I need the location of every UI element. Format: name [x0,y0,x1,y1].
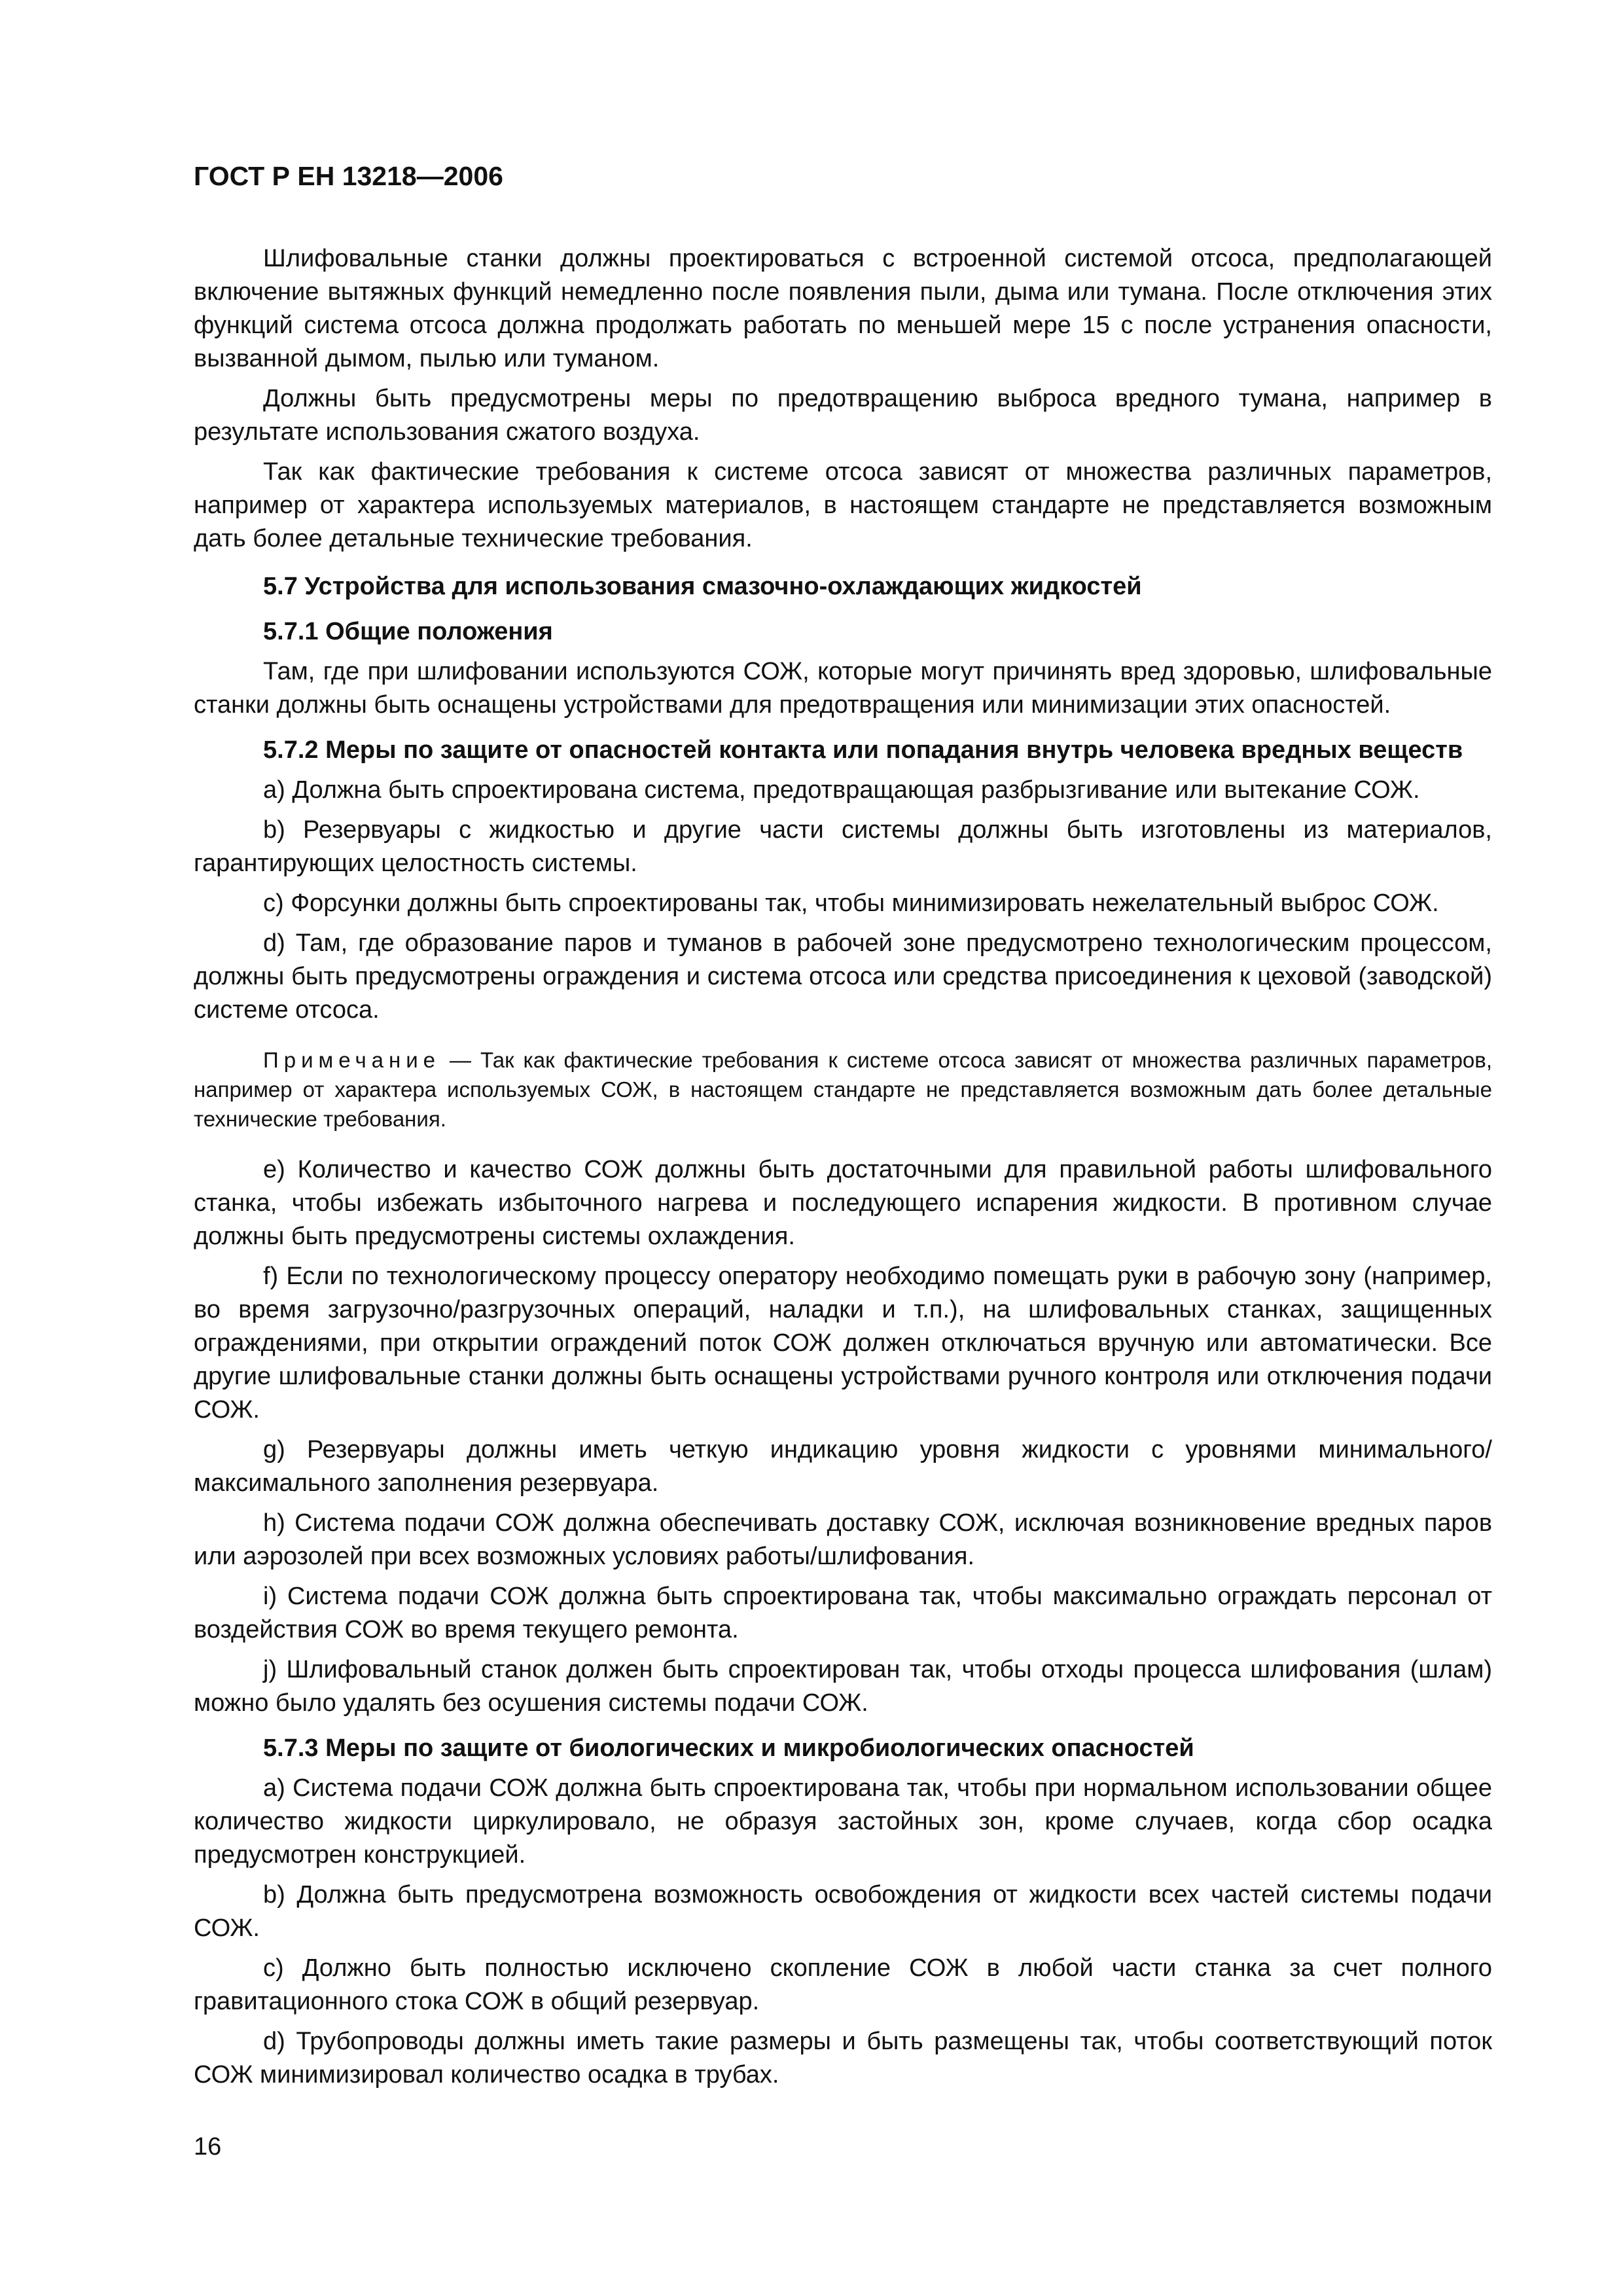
subsection-heading-5-7-2: 5.7.2 Меры по защите от опасностей контакта или попадания внутрь человека вредных веществ [263,736,1463,764]
subsection-heading-5-7-3: 5.7.3 Меры по защите от биологических и микробиологических опасностей [263,1734,1194,1762]
list-item: b) Резервуары с жидкостью и другие части системы должны быть изготовлены из материалов, гарантирующих целостность системы. [194,816,1492,877]
document-page [194,160,1492,2098]
paragraph: Шлифовальные станки должны проектироваться с встроенной системой отсоса, предполагающей включение вытяжных функций немедленно после появления пыли, дыма или тумана. После отключения этих функций система отсоса должна продолжать работать по меньшей мере 15 с после устранения опасности, вызванной дымом, пылью или туманом. [194,245,1492,372]
list-item: j) Шлифовальный станок должен быть спроектирован так, чтобы отходы процесса шлифования (шлам) можно было удалять без осушения системы подачи СОЖ. [194,1656,1492,1717]
list-item: a) Должна быть спроектирована система, предотвращающая разбрызгивание или вытекание СОЖ. [263,776,1420,804]
list-item: h) Система подачи СОЖ должна обеспечивать доставку СОЖ, исключая возникновение вредных паров или аэрозолей при всех возможных условиях работы/шлифования. [194,1509,1492,1570]
note [194,1045,1492,1134]
page-number: 16 [194,2133,222,2161]
paragraph: Так как фактические требования к системе отсоса зависят от множества различных параметров, например от характера используемых материалов, в настоящем стандарте не представляется возможным дать более детальные технические требования. [194,458,1492,552]
note-text: — Так как фактические требования к системе отсоса зависят от множества различных параметров, например от характера используемых СОЖ, в настоящем стандарте не представляется возможным дать более детальные технические требования. [194,1048,1492,1131]
list-item: g) Резервуары должны иметь четкую индикацию уровня жидкости с уровнями минимального/максимального заполнения резервуара. [194,1436,1492,1497]
paragraph: Должны быть предусмотрены меры по предотвращению выброса вредного тумана, например в результате использования сжатого воздуха. [194,385,1492,446]
list-item: c) Форсунки должны быть спроектированы так, чтобы минимизировать нежелательный выброс СОЖ. [263,889,1439,917]
list-item: a) Система подачи СОЖ должна быть спроектирована так, чтобы при нормальном использовании общее количество жидкости циркулировало, не образуя застойных зон, кроме случаев, когда сбор осадка предусмотрен конструкцией. [194,1774,1492,1869]
subsection-heading-5-7-1: 5.7.1 Общие положения [263,618,553,645]
list-item: c) Должно быть полностью исключено скопление СОЖ в любой части станка за счет полного гравитационного стока СОЖ в общий резервуар. [194,1954,1492,2015]
section-heading-5-7: 5.7 Устройства для использования смазочно-охлаждающих жидкостей [263,573,1142,600]
list-item: d) Трубопроводы должны иметь такие размеры и быть размещены так, чтобы соответствующий поток СОЖ минимизировал количество осадка в трубах. [194,2028,1492,2089]
list-item: i) Система подачи СОЖ должна быть спроектирована так, чтобы максимально ограждать персонал от воздействия СОЖ во время текущего ремонта. [194,1583,1492,1643]
list-item: b) Должна быть предусмотрена возможность освобождения от жидкости всех частей системы подачи СОЖ. [194,1881,1492,1942]
list-item: f) Если по технологическому процессу оператору необходимо помещать руки в рабочую зону (например, во время загрузочно/разгрузочных операций, наладки и т.п.), на шлифовальных станках, защищенных ограждениями, при открытии ограждений поток СОЖ должен отключаться вручную или автоматически. Все другие шлифовальные станки должны быть оснащены устройствами ручного контроля или отключения подачи СОЖ. [194,1263,1492,1424]
note-label: Примечание [263,1048,441,1072]
list-item: e) Количество и качество СОЖ должны быть достаточными для правильной работы шлифовального станка, чтобы избежать избыточного нагрева и последующего испарения жидкости. В противном случае должны быть предусмотрены системы охлаждения. [194,1156,1492,1250]
paragraph: Там, где при шлифовании используются СОЖ, которые могут причинять вред здоровью, шлифовальные станки должны быть оснащены устройствами для предотвращения или минимизации этих опасностей. [194,658,1492,719]
list-item: d) Там, где образование паров и туманов в рабочей зоне предусмотрено технологическим процессом, должны быть предусмотрены ограждения и система отсоса или средства присоединения к цеховой (заводской) системе отсоса. [194,929,1492,1024]
document-code-header: ГОСТ Р ЕН 13218—2006 [194,161,503,191]
